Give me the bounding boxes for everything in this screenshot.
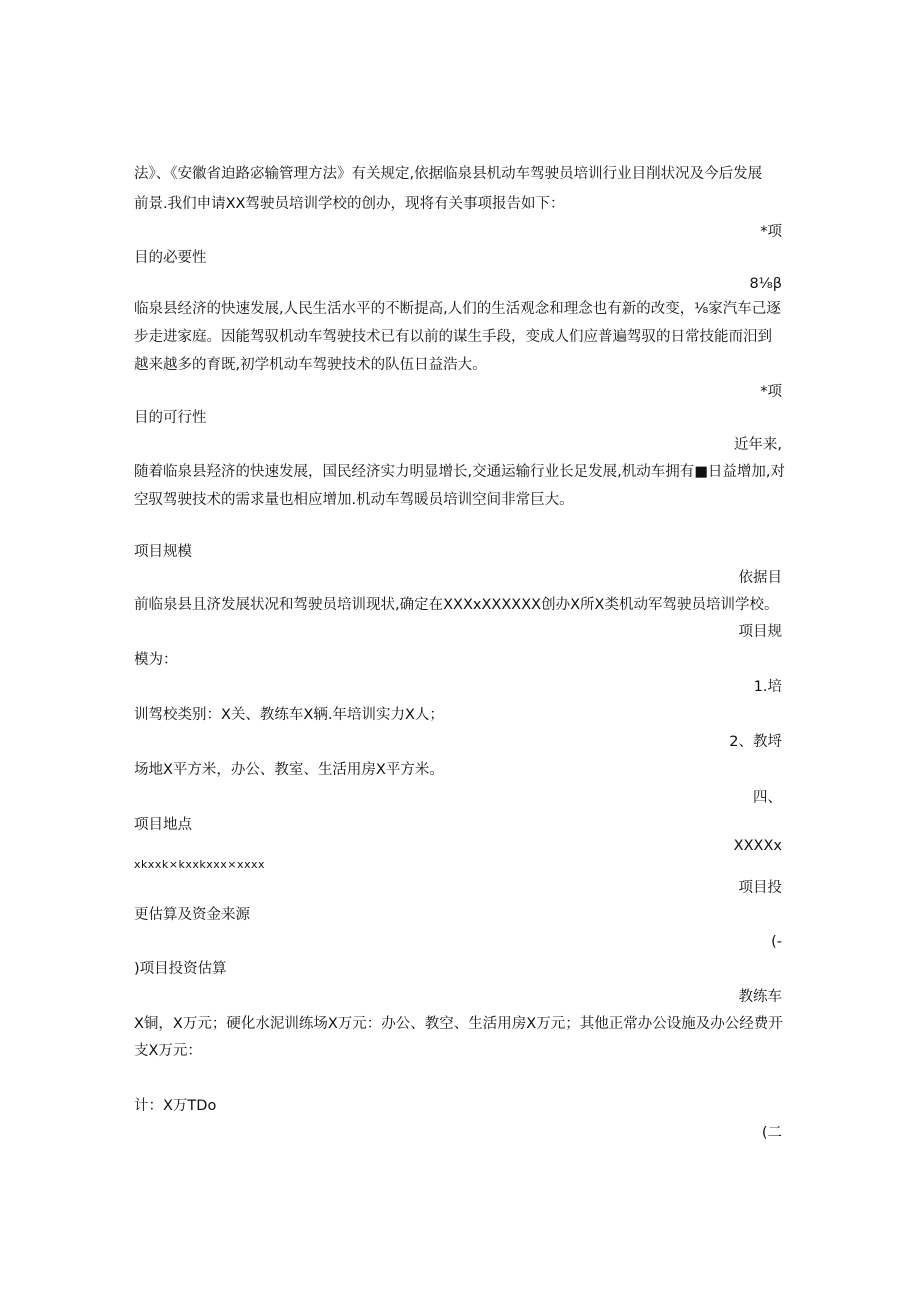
text-line: 项目规 xyxy=(738,624,782,640)
text-line: (- xyxy=(771,934,782,950)
section-heading: )项目投资估算 xyxy=(134,961,227,977)
text-line: 模为： xyxy=(134,652,178,668)
text-line: 依据目 xyxy=(738,570,782,586)
text-line: 计：X万TDo xyxy=(134,1098,217,1114)
text-line: 前景.我们申请XX驾驶员培训学校的创办，现将有关事项报告如下： xyxy=(134,196,565,212)
section-heading: 目的可行性 xyxy=(134,410,207,426)
text-line: XXXXx xyxy=(733,838,782,854)
text-line: (二 xyxy=(761,1125,782,1141)
section-heading: 目的必要性 xyxy=(134,250,207,266)
section-heading: 项目规模 xyxy=(134,544,192,560)
text-line: 四、 xyxy=(753,790,782,806)
text-line: 前临泉县且济发展状况和驾驶员培训现状,确定在XXXxXXXXXX创办X所X类机动军驾驶员培训学校。 xyxy=(134,597,779,613)
text-line: 场地X平方米，办公、教室、生活用房X平方米。 xyxy=(134,762,444,778)
text-line: 项目投 xyxy=(738,880,782,896)
text-line: xkxxk×kxxkxxx×xxxx xyxy=(134,858,266,871)
text-line: 随着临泉县羟济的快速发展，国民经济实力明显增长,交通运输行业长足发展,机动车拥有■日益增加,对 xyxy=(134,464,786,480)
section-heading: 项目地点 xyxy=(134,817,192,833)
text-line: *项 xyxy=(760,384,782,400)
text-line: X铜，X万元；硬化水泥训练场X万元：办公、教空、生活用房X万元；其他正常办公设施及办公经费开 xyxy=(134,1016,783,1032)
text-line: 训驾校类别：X关、教练车X辆.年培训实力X人； xyxy=(134,707,444,723)
text-line: 教练车 xyxy=(738,989,782,1005)
text-line: 2、教埒 xyxy=(729,734,782,750)
text-line: 近年来, xyxy=(733,437,782,453)
text-line: 1.培 xyxy=(753,679,782,695)
text-line: 法》、《安徽省迫路宓输管理方法》有关规定,依据临泉县机动车驾驶员培训行业目削状况及今后发展 xyxy=(134,166,763,182)
text-line: 临泉县经济的快速发展,人民生活水平的不断提高,人们的生活观念和理念也有新的改变，⅛家汽车己逐 xyxy=(134,301,781,317)
text-line: 支X万元： xyxy=(134,1043,202,1059)
section-heading: 更估算及资金来源 xyxy=(134,907,250,923)
text-line: *项 xyxy=(760,224,782,240)
text-line: 越来越多的育既,初学机动车驾驶技术的队伍日益浩大。 xyxy=(134,357,487,373)
text-line: 空驭驾驶技术的需求量也相应增加.机动车驾暖员培训空间非常巨大。 xyxy=(134,492,574,508)
text-line: 步走进家庭。因能驾驭机动车驾驶技术已有以前的谋生手段，变成人们应普遍驾驭的日常技能而汨到 xyxy=(134,329,772,345)
text-line: 8⅛β xyxy=(749,276,782,292)
